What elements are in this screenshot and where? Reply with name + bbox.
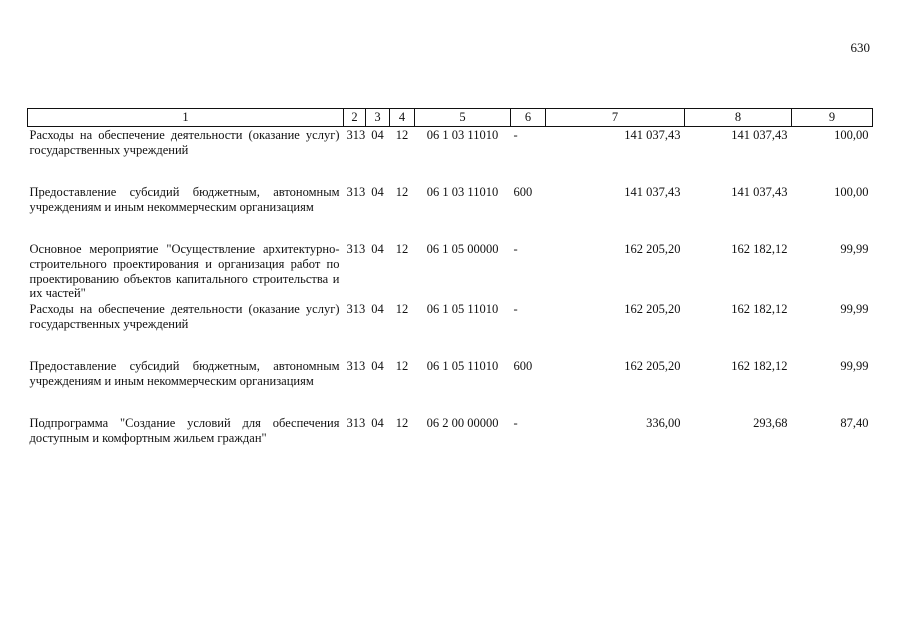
row-code-6: - xyxy=(513,242,518,256)
row-code-4: 12 xyxy=(395,359,409,373)
row-value-7: 141 037,43 xyxy=(624,185,681,199)
row-code-5: 06 1 05 11010 xyxy=(426,359,499,373)
row-code-3: 04 xyxy=(371,359,384,373)
row-code-4: 12 xyxy=(395,416,409,430)
row-value-7: 162 205,20 xyxy=(624,302,681,316)
row-code-5: 06 1 05 00000 xyxy=(426,242,499,256)
row-value-8: 162 182,12 xyxy=(731,359,788,373)
column-header-1: 1 xyxy=(28,109,344,127)
table-row xyxy=(28,358,873,415)
row-value-7: 336,00 xyxy=(646,416,681,430)
row-name: Расходы на обеспечение деятельности (оказание услуг) государственных учреждений xyxy=(29,128,340,157)
row-code-2: 313 xyxy=(346,128,366,142)
table-row xyxy=(28,127,873,185)
row-code-4: 12 xyxy=(395,302,409,316)
row-name: Расходы на обеспечение деятельности (оказание услуг) государственных учреждений xyxy=(29,302,340,331)
row-code-3: 04 xyxy=(371,128,384,142)
row-code-6: - xyxy=(513,128,518,142)
row-code-3: 04 xyxy=(371,416,384,430)
row-code-4: 12 xyxy=(395,128,409,142)
row-value-7: 162 205,20 xyxy=(624,359,681,373)
row-value-8: 141 037,43 xyxy=(731,185,788,199)
column-header-6: 6 xyxy=(511,109,546,127)
table-row xyxy=(28,184,873,241)
row-value-9: 99,99 xyxy=(840,302,869,316)
row-value-9: 99,99 xyxy=(840,359,869,373)
row-code-6: - xyxy=(513,302,518,316)
row-value-7: 141 037,43 xyxy=(624,128,681,142)
row-code-6: 600 xyxy=(513,359,533,373)
row-value-9: 100,00 xyxy=(834,185,869,199)
row-code-2: 313 xyxy=(346,302,366,316)
row-code-2: 313 xyxy=(346,185,366,199)
row-code-5: 06 1 03 11010 xyxy=(426,185,499,199)
row-code-4: 12 xyxy=(395,185,409,199)
page-number: 630 xyxy=(850,40,870,55)
row-value-9: 100,00 xyxy=(834,128,869,142)
row-code-2: 313 xyxy=(346,359,366,373)
row-code-5: 06 1 03 11010 xyxy=(426,128,499,142)
row-name: Основное мероприятие "Осуществление архитектурно-строительного проектирования и организация работ по проектированию объектов капитального строительства и их частей" xyxy=(29,242,340,301)
column-header-2: 2 xyxy=(344,109,366,127)
row-code-5: 06 2 00 00000 xyxy=(426,416,499,430)
row-code-3: 04 xyxy=(371,302,384,316)
row-value-8: 141 037,43 xyxy=(731,128,788,142)
row-code-4: 12 xyxy=(395,242,409,256)
row-code-6: 600 xyxy=(513,185,533,199)
row-code-2: 313 xyxy=(346,416,366,430)
header-row xyxy=(28,109,873,127)
row-value-9: 87,40 xyxy=(840,416,869,430)
row-name: Предоставление субсидий бюджетным, автономным учреждениям и иным некоммерческим организациям xyxy=(29,359,340,388)
row-value-8: 162 182,12 xyxy=(731,242,788,256)
column-header-4: 4 xyxy=(390,109,415,127)
row-name: Подпрограмма "Создание условий для обеспечения доступным и комфортным жильем граждан" xyxy=(29,416,340,445)
row-code-5: 06 1 05 11010 xyxy=(426,302,499,316)
row-code-3: 04 xyxy=(371,242,384,256)
table-row xyxy=(28,415,873,446)
row-value-8: 162 182,12 xyxy=(731,302,788,316)
row-name: Предоставление субсидий бюджетным, автономным учреждениям и иным некоммерческим организациям xyxy=(29,185,340,214)
column-header-9: 9 xyxy=(792,109,873,127)
column-header-3: 3 xyxy=(366,109,390,127)
row-value-7: 162 205,20 xyxy=(624,242,681,256)
row-value-8: 293,68 xyxy=(753,416,788,430)
column-header-5: 5 xyxy=(415,109,511,127)
column-header-8: 8 xyxy=(685,109,792,127)
column-header-7: 7 xyxy=(546,109,685,127)
table-row xyxy=(28,301,873,358)
row-value-9: 99,99 xyxy=(840,242,869,256)
row-code-2: 313 xyxy=(346,242,366,256)
budget-table xyxy=(27,108,873,446)
row-code-6: - xyxy=(513,416,518,430)
row-code-3: 04 xyxy=(371,185,384,199)
table-row xyxy=(28,241,873,301)
